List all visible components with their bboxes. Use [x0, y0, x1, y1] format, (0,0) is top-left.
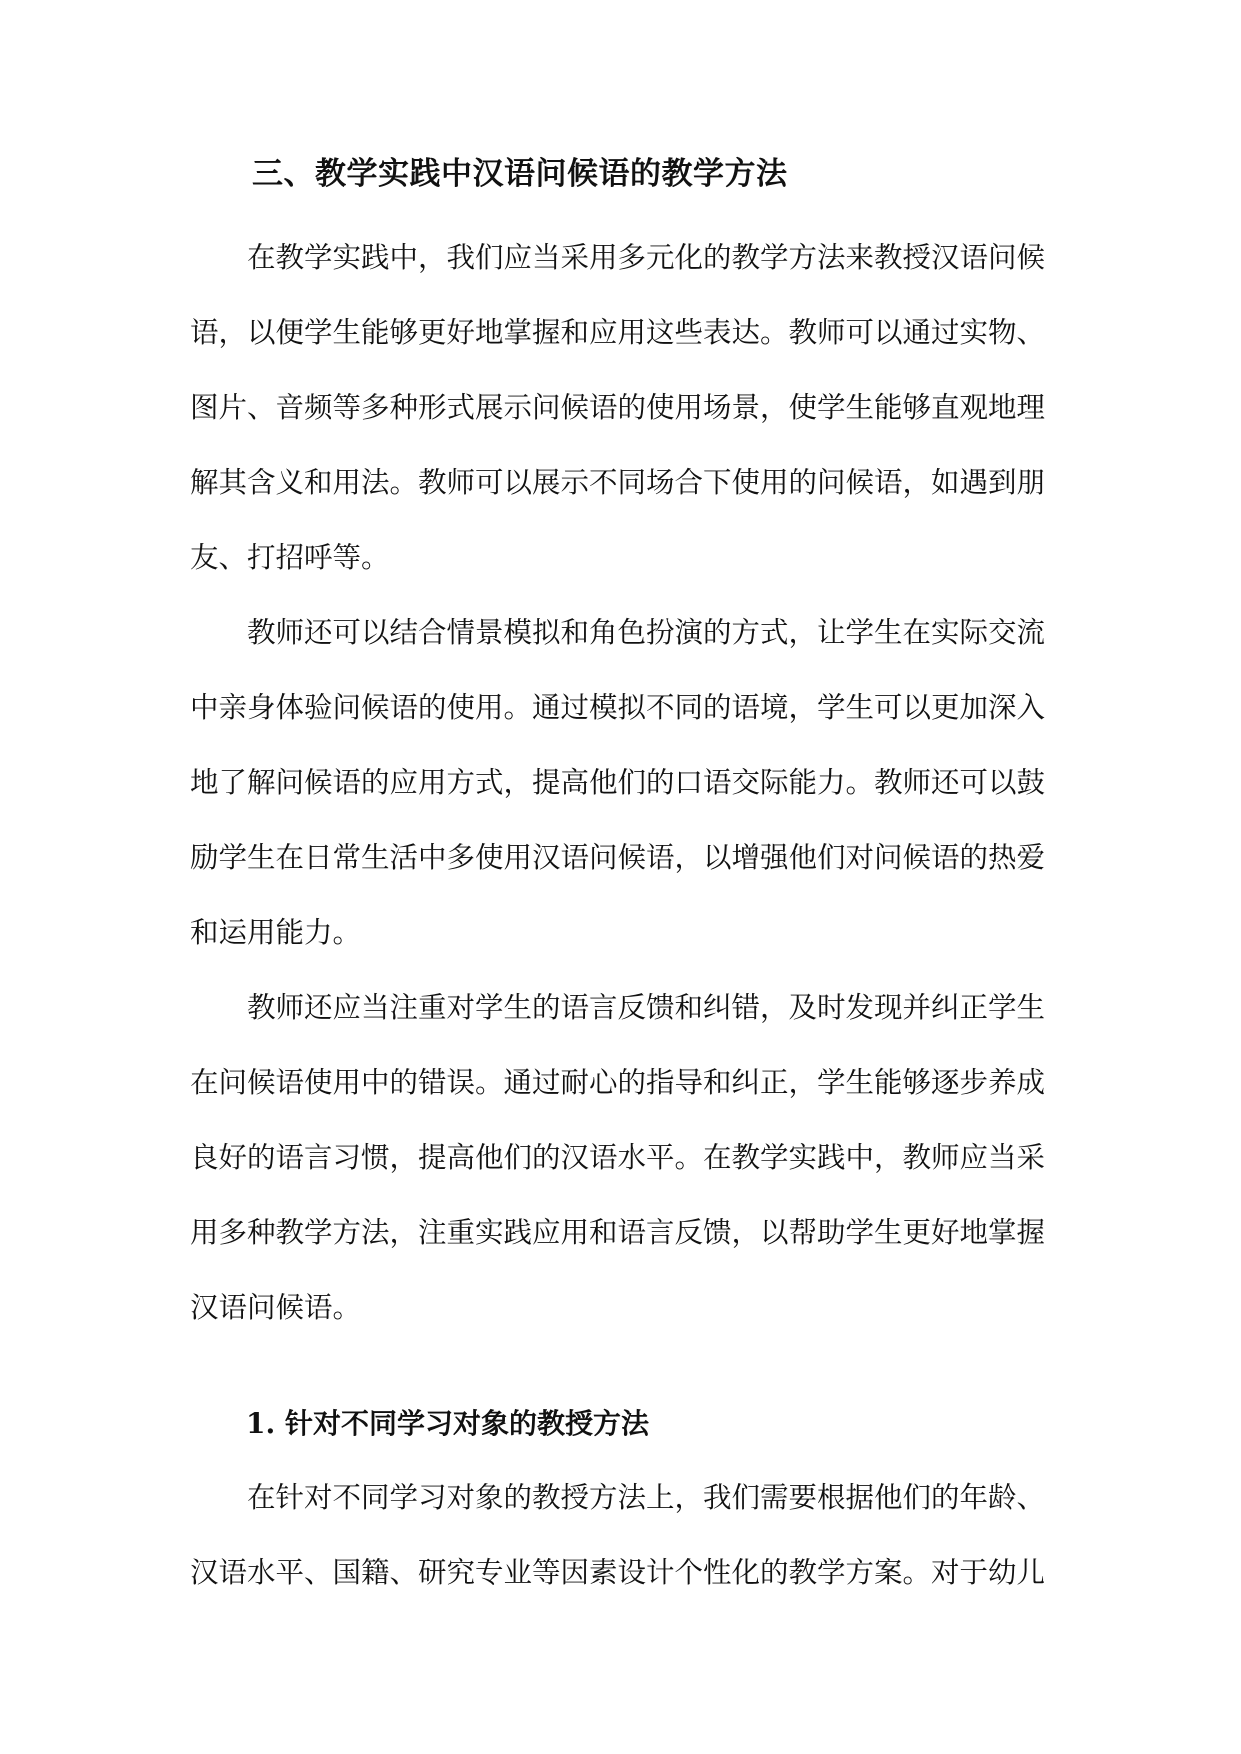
paragraph-3-line-3: 良好的语言习惯，提高他们的汉语水平。在教学实践中，教师应当采: [190, 1141, 1046, 1174]
paragraph-3-line-2: 在问候语使用中的错误。通过耐心的指导和纠正，学生能够逐步养成: [190, 1066, 1046, 1099]
paragraph-2-line-3: 地了解问候语的应用方式，提高他们的口语交际能力。教师还可以鼓: [190, 766, 1046, 799]
paragraph-3-line-5: 汉语问候语。: [190, 1291, 362, 1324]
paragraph-1-line-4: 解其含义和用法。教师可以展示不同场合下使用的问候语，如遇到朋: [190, 466, 1046, 499]
paragraph-1-line-1: 在教学实践中，我们应当采用多元化的教学方法来教授汉语问候: [247, 241, 1046, 274]
paragraph-2-line-1: 教师还可以结合情景模拟和角色扮演的方式，让学生在实际交流: [247, 616, 1046, 649]
paragraph-4-line-2: 汉语水平、国籍、研究专业等因素设计个性化的教学方案。对于幼儿: [190, 1556, 1046, 1589]
paragraph-2-line-2: 中亲身体验问候语的使用。通过模拟不同的语境，学生可以更加深入: [190, 691, 1046, 724]
paragraph-3-line-4: 用多种教学方法，注重实践应用和语言反馈，以帮助学生更好地掌握: [190, 1216, 1046, 1249]
paragraph-2-line-4: 励学生在日常生活中多使用汉语问候语，以增强他们对问候语的热爱: [190, 841, 1046, 874]
paragraph-1-line-2: 语，以便学生能够更好地掌握和应用这些表达。教师可以通过实物、: [190, 316, 1046, 349]
paragraph-2-line-5: 和运用能力。: [190, 916, 362, 949]
paragraph-1-line-5: 友、打招呼等。: [190, 541, 390, 574]
paragraph-4-line-1: 在针对不同学习对象的教授方法上，我们需要根据他们的年龄、: [247, 1481, 1046, 1514]
paragraph-3-line-1: 教师还应当注重对学生的语言反馈和纠错，及时发现并纠正学生: [247, 991, 1046, 1024]
subsection-heading: 1. 针对不同学习对象的教授方法: [246, 1407, 649, 1440]
paragraph-1-line-3: 图片、音频等多种形式展示问候语的使用场景，使学生能够直观地理: [190, 391, 1046, 424]
section-heading: 三、教学实践中汉语问候语的教学方法: [252, 156, 788, 192]
